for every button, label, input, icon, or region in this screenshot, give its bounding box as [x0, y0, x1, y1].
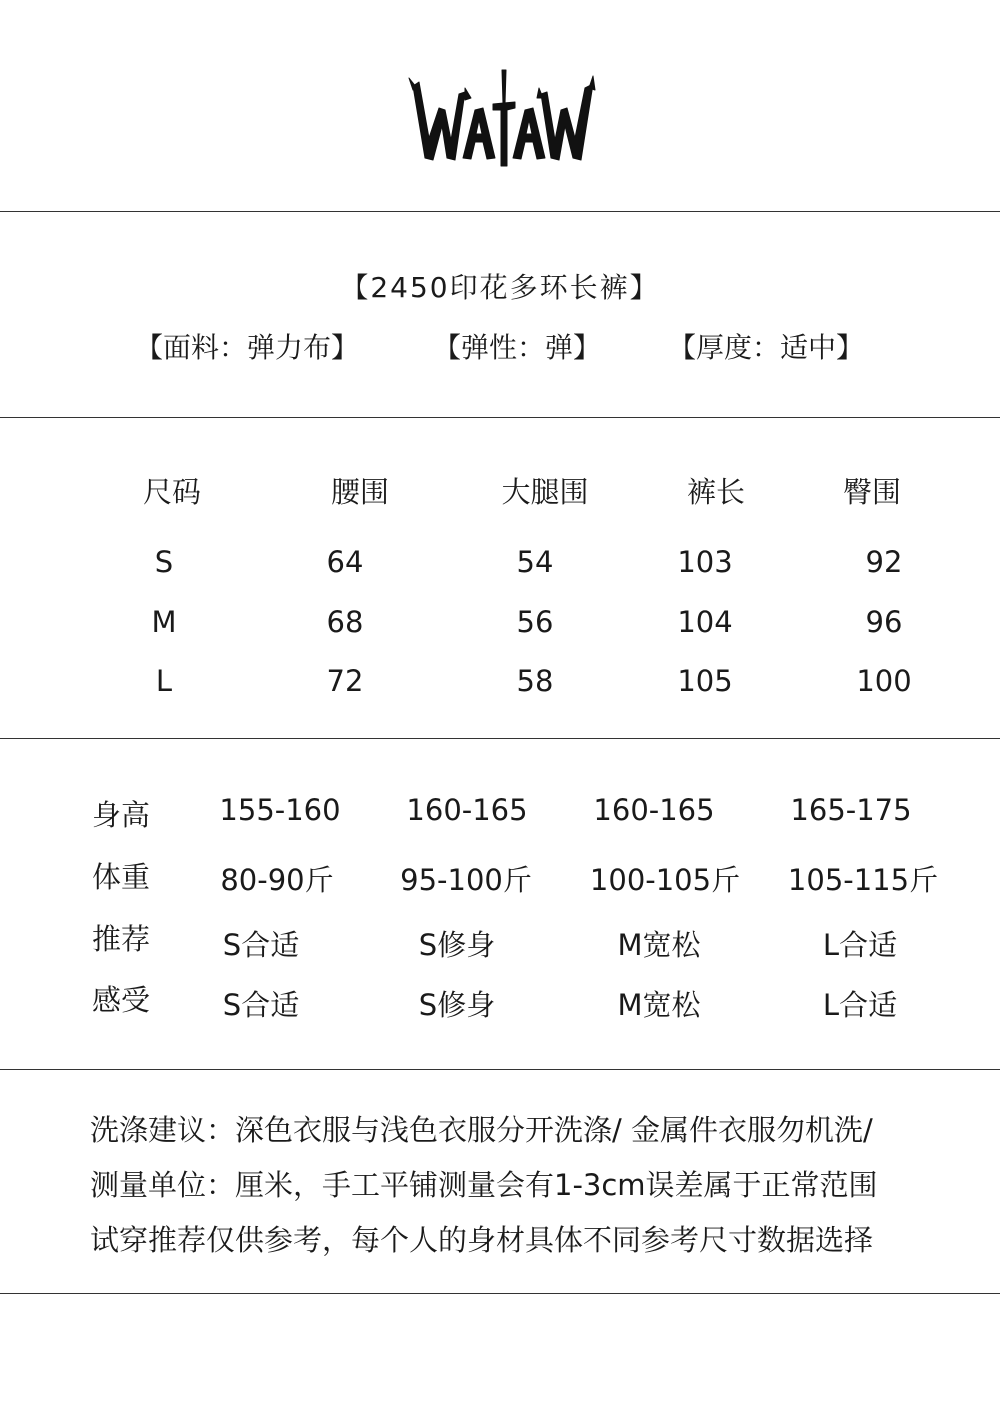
hip-value: 96	[865, 605, 903, 639]
row-label-feel: 感受	[92, 983, 151, 1017]
weight-value: 100-105斤	[589, 863, 741, 897]
divider	[0, 211, 1000, 212]
header-thigh: 大腿围	[501, 475, 589, 509]
height-value: 160-165	[406, 793, 528, 827]
size-label: M	[151, 605, 177, 639]
header-length: 裤长	[686, 475, 746, 509]
weight-value: 105-115斤	[787, 863, 939, 897]
height-value: 160-165	[593, 793, 715, 827]
divider	[0, 1293, 1000, 1294]
feel-value: L合适	[822, 988, 898, 1022]
note-washing: 洗涤建议：深色衣服与浅色衣服分开洗涤/ 金属件衣服勿机洗/	[90, 1113, 873, 1147]
divider	[0, 1069, 1000, 1070]
hip-value: 100	[856, 664, 912, 698]
hip-value: 92	[865, 545, 903, 579]
height-value: 165-175	[790, 793, 912, 827]
recommend-value: M宽松	[617, 928, 701, 962]
feel-value: S修身	[418, 988, 496, 1022]
height-value: 155-160	[219, 793, 341, 827]
size-label: L	[155, 664, 173, 698]
header-size: 尺码	[142, 475, 202, 509]
note-disclaimer: 试穿推荐仅供参考，每个人的身材具体不同参考尺寸数据选择	[90, 1223, 874, 1257]
row-label-weight: 体重	[92, 860, 151, 894]
waist-value: 68	[326, 605, 364, 639]
divider	[0, 417, 1000, 418]
recommend-value: S合适	[222, 928, 300, 962]
brand-logo-mark	[405, 68, 600, 168]
header-hip: 臀围	[842, 475, 902, 509]
feel-value: S合适	[222, 988, 300, 1022]
waist-value: 72	[326, 664, 364, 698]
brand-logo	[405, 68, 600, 168]
row-label-recommend: 推荐	[92, 922, 151, 956]
feel-value: M宽松	[617, 988, 701, 1022]
thigh-value: 56	[516, 605, 554, 639]
size-label: S	[154, 545, 174, 579]
weight-value: 80-90斤	[220, 863, 334, 897]
waist-value: 64	[326, 545, 364, 579]
thigh-value: 54	[516, 545, 554, 579]
length-value: 105	[677, 664, 733, 698]
note-measurement: 测量单位：厘米，手工平铺测量会有1-3cm误差属于正常范围	[90, 1168, 878, 1202]
header-waist: 腰围	[330, 475, 390, 509]
thigh-value: 58	[516, 664, 554, 698]
weight-value: 95-100斤	[400, 863, 532, 897]
spec-elasticity: 【弹性：弹】	[433, 331, 602, 364]
divider	[0, 738, 1000, 739]
length-value: 103	[677, 545, 733, 579]
row-label-height: 身高	[92, 798, 151, 832]
spec-fabric: 【面料：弹力布】	[135, 331, 360, 364]
recommend-value: L合适	[822, 928, 898, 962]
spec-thickness: 【厚度：适中】	[668, 331, 865, 364]
length-value: 104	[677, 605, 733, 639]
product-title: 【2450印花多环长裤】	[340, 271, 660, 304]
recommend-value: S修身	[418, 928, 496, 962]
